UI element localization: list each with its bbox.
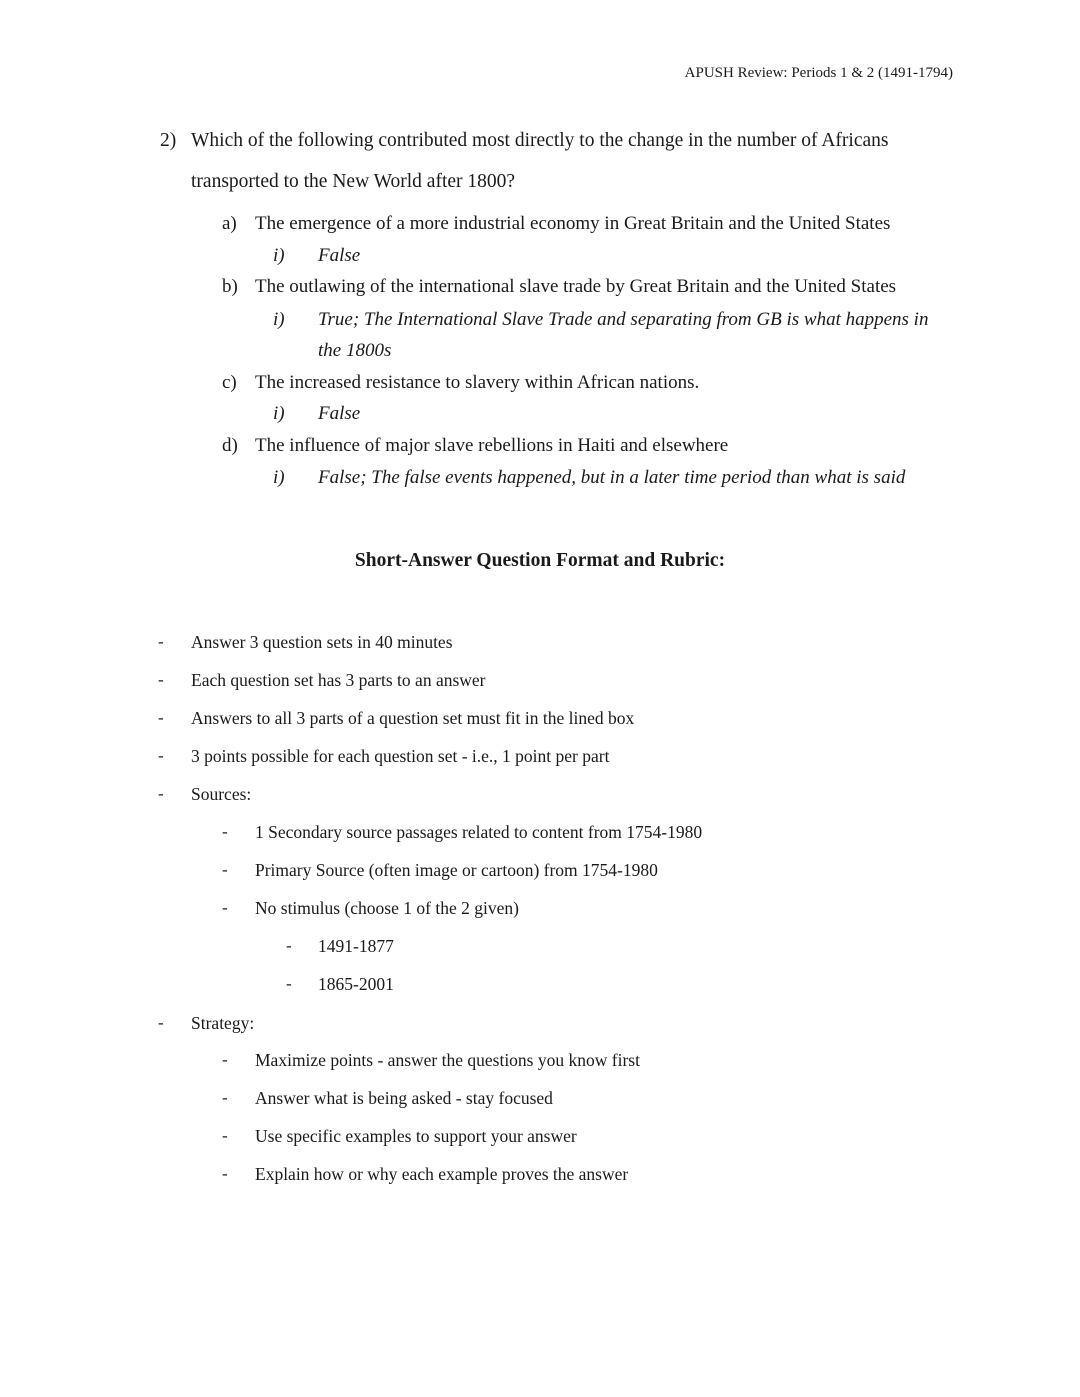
bullet-dash: - bbox=[222, 1088, 228, 1107]
bullet-dash: - bbox=[222, 898, 228, 917]
bullet-dash: - bbox=[158, 670, 164, 689]
bullet-dash: - bbox=[158, 632, 164, 651]
sources-sub-item: 1491-1877 bbox=[318, 936, 394, 956]
question-number: 2) bbox=[160, 130, 177, 151]
option-b-answer-line2: the 1800s bbox=[318, 340, 392, 361]
option-d-letter: d) bbox=[222, 435, 238, 456]
option-d-answer: False; The false events happened, but in a later time period than what is said bbox=[318, 467, 906, 488]
section-title: Short-Answer Question Format and Rubric: bbox=[354, 550, 726, 571]
bullet-dash: - bbox=[222, 860, 228, 879]
bullet-dash: - bbox=[158, 746, 164, 765]
sources-item: Primary Source (often image or cartoon) from 1754-1980 bbox=[255, 860, 658, 880]
bullet-dash: - bbox=[222, 1164, 228, 1183]
bullet-dash: - bbox=[158, 708, 164, 727]
bullet-dash: - bbox=[158, 1013, 164, 1032]
bullet-text: Answer 3 question sets in 40 minutes bbox=[191, 632, 453, 652]
strategy-item: Explain how or why each example proves the answer bbox=[255, 1164, 629, 1184]
bullet-dash: - bbox=[222, 822, 228, 841]
strategy-item: Answer what is being asked - stay focused bbox=[255, 1088, 553, 1108]
sources-item: No stimulus (choose 1 of the 2 given) bbox=[255, 898, 519, 918]
option-c-answer: False bbox=[318, 403, 361, 424]
option-b-letter: b) bbox=[222, 276, 238, 297]
option-b-text: The outlawing of the international slave trade by Great Britain and the United States bbox=[255, 276, 897, 297]
option-a-answer-marker: i) bbox=[273, 245, 285, 266]
strategy-label: Strategy: bbox=[191, 1013, 255, 1033]
bullet-text: Each question set has 3 parts to an answer bbox=[191, 670, 486, 690]
sources-item: 1 Secondary source passages related to content from 1754-1980 bbox=[255, 822, 703, 842]
bullet-dash: - bbox=[222, 1126, 228, 1145]
option-c-text: The increased resistance to slavery within African nations. bbox=[255, 372, 700, 393]
option-c-letter: c) bbox=[222, 372, 237, 393]
option-d-answer-marker: i) bbox=[273, 467, 285, 488]
strategy-item: Use specific examples to support your answer bbox=[255, 1126, 577, 1146]
strategy-item: Maximize points - answer the questions you know first bbox=[255, 1050, 640, 1070]
bullet-dash: - bbox=[158, 784, 164, 803]
option-c-answer-marker: i) bbox=[273, 403, 285, 424]
question-text-line1: Which of the following contributed most directly to the change in the number of Africans bbox=[191, 130, 889, 151]
bullet-dash: - bbox=[286, 936, 292, 955]
bullet-text: 3 points possible for each question set - i.e., 1 point per part bbox=[191, 746, 610, 766]
option-b-answer-line1: True; The International Slave Trade and separating from GB is what happens in bbox=[318, 309, 929, 330]
question-text-line2: transported to the New World after 1800? bbox=[191, 171, 516, 192]
sources-label: Sources: bbox=[191, 784, 252, 804]
option-a-text: The emergence of a more industrial economy in Great Britain and the United States bbox=[255, 213, 891, 234]
bullet-dash: - bbox=[286, 974, 292, 993]
sources-sub-item: 1865-2001 bbox=[318, 974, 394, 994]
option-a-answer: False bbox=[318, 245, 361, 266]
option-b-answer-marker: i) bbox=[273, 309, 285, 330]
option-a-letter: a) bbox=[222, 213, 237, 234]
bullet-dash: - bbox=[222, 1050, 228, 1069]
bullet-text: Answers to all 3 parts of a question set must fit in the lined box bbox=[191, 708, 635, 728]
page-header: APUSH Review: Periods 1 & 2 (1491-1794) bbox=[684, 65, 953, 81]
option-d-text: The influence of major slave rebellions in Haiti and elsewhere bbox=[255, 435, 729, 456]
